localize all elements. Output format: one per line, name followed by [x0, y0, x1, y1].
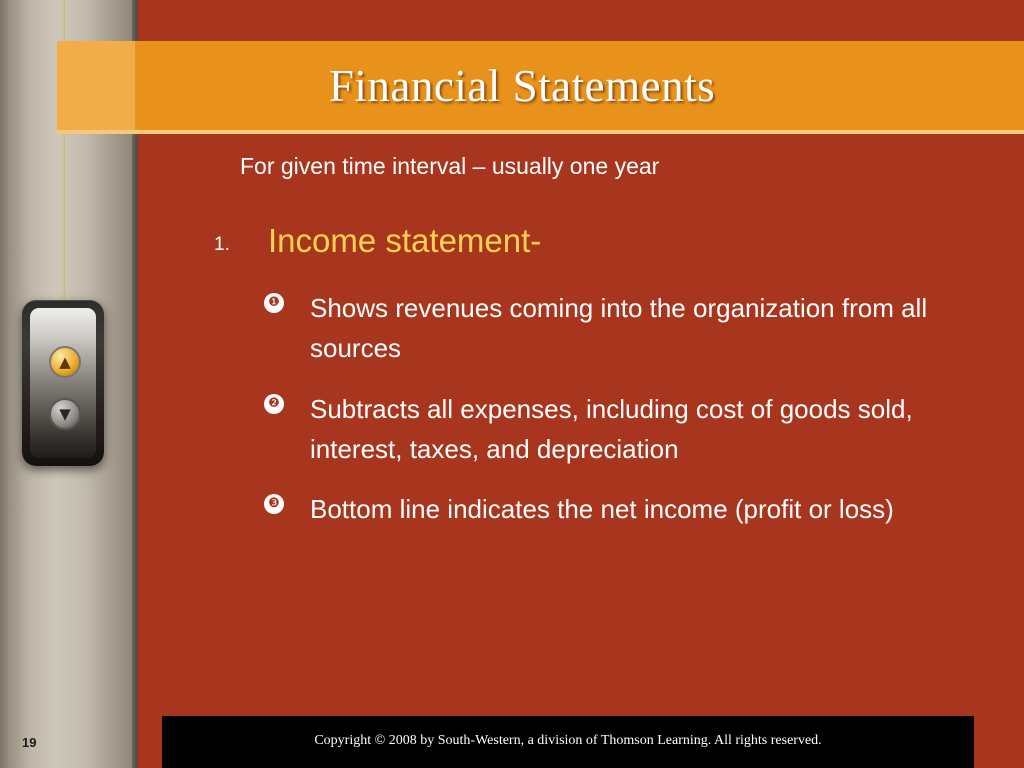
bullet-number-icon: ❸ — [264, 494, 284, 514]
bullet-number-icon: ❶ — [264, 293, 284, 313]
numbered-item-number: 1. — [214, 234, 230, 255]
numbered-item-label: Income statement- — [268, 222, 542, 259]
list-item-text: Shows revenues coming into the organization from all sources — [310, 293, 928, 364]
call-box-faceplate — [30, 308, 96, 458]
elevator-up-button[interactable] — [49, 346, 81, 378]
list-item-text: Subtracts all expenses, including cost of goods sold, interest, taxes, and depreciation — [310, 393, 913, 464]
triangle-down-icon: ▼ — [59, 405, 71, 423]
elevator-down-button[interactable] — [49, 398, 81, 430]
list-item — [264, 489, 964, 529]
triangle-up-icon: ▲ — [59, 353, 71, 371]
elevator-call-box — [22, 300, 104, 466]
slide-number: 19 — [22, 735, 37, 750]
bullet-list — [264, 288, 964, 549]
title-band-underline — [57, 130, 1024, 134]
slide-subhead: For given time interval – usually one year — [240, 153, 660, 179]
list-item — [264, 288, 964, 369]
copyright-notice: Copyright © 2008 by South-Western, a division of Thomson Learning. All rights reserved. — [314, 733, 822, 748]
page-title: Financial Statements — [328, 61, 716, 111]
list-item — [264, 389, 964, 470]
list-item-text: Bottom line indicates the net income (profit or loss) — [310, 494, 894, 525]
bullet-number-icon: ❷ — [264, 394, 284, 414]
